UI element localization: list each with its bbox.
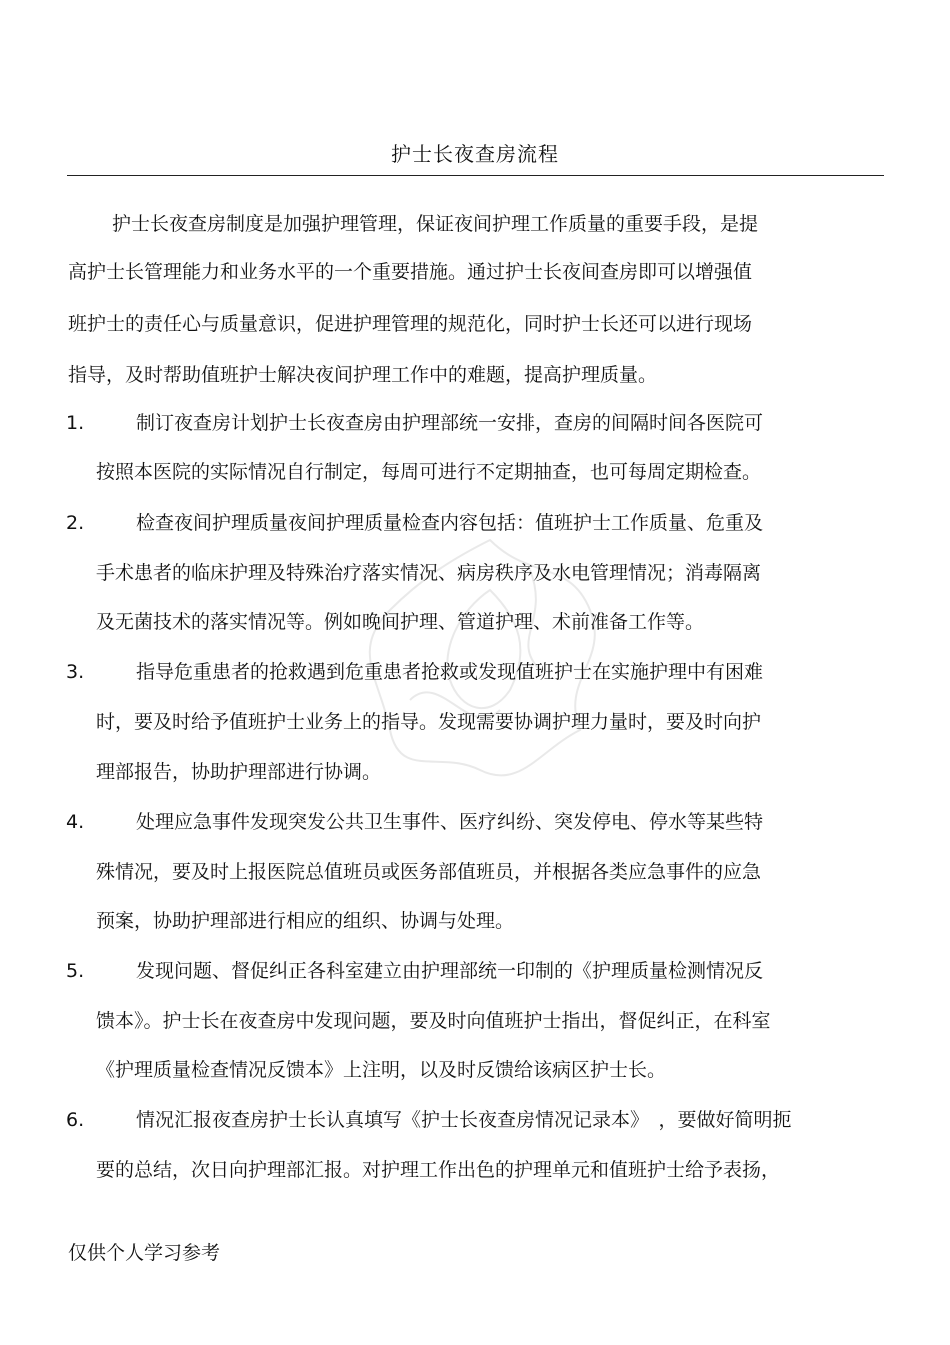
- item-line: 发现问题、督促纠正各科室建立由护理部统一印制的《护理质量检测情况反: [136, 960, 764, 982]
- intro-line: 班护士的责任心与质量意识，促进护理管理的规范化，同时护士长还可以进行现场: [68, 313, 753, 335]
- item-line: 《护理质量检查情况反馈本》上注明，以及时反馈给该病区护士长。: [96, 1059, 667, 1081]
- item-line: 时，要及时给予值班护士业务上的指导。发现需要协调护理力量时，要及时向护: [96, 711, 762, 733]
- title-divider: [67, 175, 884, 176]
- item-line: 殊情况，要及时上报医院总值班员或医务部值班员，并根据各类应急事件的应急: [96, 861, 762, 883]
- item-line: 指导危重患者的抢救遇到危重患者抢救或发现值班护士在实施护理中有困难: [136, 661, 764, 683]
- item-line: 预案，协助护理部进行相应的组织、协调与处理。: [96, 910, 515, 932]
- intro-line: 指导，及时帮助值班护士解决夜间护理工作中的难题，提高护理质量。: [68, 364, 658, 386]
- intro-line: 高护士长管理能力和业务水平的一个重要措施。通过护士长夜间查房即可以增强值: [68, 261, 753, 283]
- document-title: 护士长夜查房流程: [391, 142, 559, 166]
- item-line: 及无菌技术的落实情况等。例如晚间护理、管道护理、术前准备工作等。: [96, 611, 705, 633]
- item-number: 2.: [66, 512, 85, 534]
- item-line: 理部报告，协助护理部进行协调。: [96, 761, 382, 783]
- item-line: 馈本》。护士长在夜查房中发现问题，要及时向值班护士指出，督促纠正，在科室: [96, 1010, 771, 1032]
- item-line: 情况汇报夜查房护士长认真填写《护士长夜查房情况记录本》 ，要做好简明扼: [136, 1109, 792, 1131]
- item-line: 手术患者的临床护理及特殊治疗落实情况、病房秩序及水电管理情况；消毒隔离: [96, 562, 762, 584]
- footer-note: 仅供个人学习参考: [68, 1242, 221, 1264]
- item-number: 6.: [66, 1109, 85, 1131]
- item-line: 按照本医院的实际情况自行制定，每周可进行不定期抽查，也可每周定期检查。: [96, 461, 762, 483]
- item-line: 制订夜查房计划护士长夜查房由护理部统一安排，查房的间隔时间各医院可: [136, 412, 764, 434]
- item-number: 3.: [66, 661, 85, 683]
- item-line: 要的总结，次日向护理部汇报。对护理工作出色的护理单元和值班护士给予表扬，: [96, 1159, 781, 1181]
- item-number: 4.: [66, 811, 85, 833]
- item-line: 检查夜间护理质量夜间护理质量检查内容包括：值班护士工作质量、危重及: [136, 512, 764, 534]
- item-number: 5.: [66, 960, 85, 982]
- item-line: 处理应急事件发现突发公共卫生事件、医疗纠纷、突发停电、停水等某些特: [136, 811, 764, 833]
- intro-line: 护士长夜查房制度是加强护理管理，保证夜间护理工作质量的重要手段，是提: [112, 213, 759, 235]
- item-number: 1.: [66, 412, 85, 434]
